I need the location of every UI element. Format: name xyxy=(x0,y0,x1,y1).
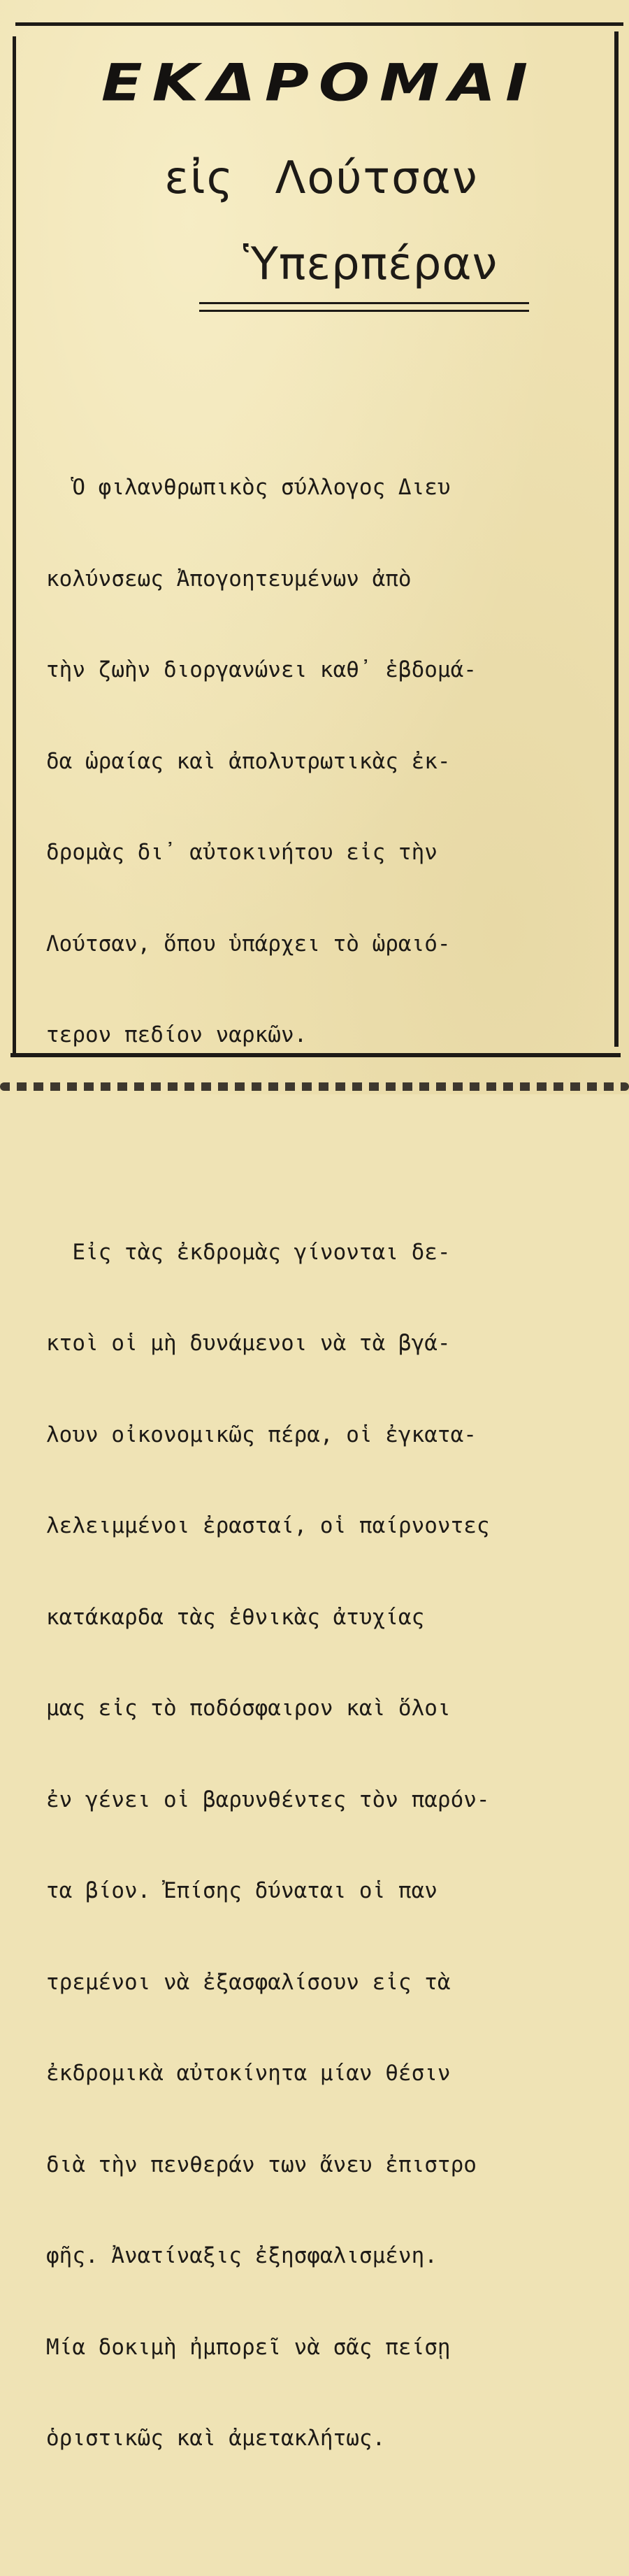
paragraph-line: φῆς. Ἀνατίναξις ἐξησφαλισμένη. xyxy=(46,2243,438,2268)
paragraph-line: Ὁ φιλανθρωπικὸς σύλλογος Διευ xyxy=(46,475,451,500)
paragraph-line: κτοὶ οἱ μὴ δυνάμενοι νὰ τὰ βγά- xyxy=(46,1331,451,1356)
paragraph-line: ἐκδρομικὰ αὐτοκίνητα μίαν θέσιν xyxy=(46,2061,451,2086)
top-rule xyxy=(15,22,623,26)
paragraph-line: Εἰς τὰς ἐκδρομὰς γίνονται δε- xyxy=(46,1239,451,1265)
paragraph-line: τα βίον. Ἐπίσης δύναται οἱ παν xyxy=(46,1878,438,1903)
paragraph-line: ἐν γένει οἱ βαρυνθέντες τὸν παρόν- xyxy=(46,1787,490,1812)
right-border xyxy=(614,31,619,1047)
headline: ΕΚΔΡΟΜΑΙ xyxy=(101,53,538,113)
paragraph-line: λουν οἰκονομικῶς πέρα, οἱ ἐγκατα- xyxy=(46,1422,477,1447)
paragraph-line: δα ὡραίας καὶ ἀπολυτρωτικὰς ἐκ- xyxy=(46,748,451,774)
subtitle-line-2: Ὑπερπέραν xyxy=(243,238,498,290)
paragraph-line: Μία δοκιμὴ ἠμπορεῖ νὰ σᾶς πείσῃ xyxy=(46,2334,451,2360)
left-border xyxy=(13,36,16,1057)
paragraph-line: κατάκαρδα τὰς ἐθνικὰς ἀτυχίας xyxy=(46,1604,425,1630)
paragraph-line: δρομὰς δι᾽ αὐτοκινήτου εἰς τὴν xyxy=(46,840,438,865)
paragraph-line: τρεμένοι νὰ ἐξασφαλίσουν εἰς τὰ xyxy=(46,1969,451,1995)
paragraph-line: τὴν ζωὴν διοργανώνει καθ᾽ ἑβδομά- xyxy=(46,657,477,682)
double-rule-divider xyxy=(199,302,529,312)
article-body xyxy=(46,351,587,2576)
paragraph-line: Λούτσαν, ὅπου ὑπάρχει τὸ ὡραιό- xyxy=(46,931,451,957)
paragraph-2 xyxy=(46,1177,587,2515)
paragraph-1 xyxy=(46,412,587,1112)
paragraph-line: κολύνσεως Ἀπογοητευμένων ἀπὸ xyxy=(46,566,412,592)
paragraph-line: ὁριστικῶς καὶ ἀμετακλήτως. xyxy=(46,2426,386,2451)
paragraph-line: διὰ τὴν πενθεράν των ἄνευ ἐπιστρο xyxy=(46,2152,477,2177)
subtitle-line-1: εἰς Λούτσαν xyxy=(164,152,479,204)
paragraph-line: τερον πεδίον ναρκῶν. xyxy=(46,1022,308,1047)
paragraph-line: λελειμμένοι ἐρασταί, οἱ παίρνοντες xyxy=(46,1513,490,1538)
paragraph-line: μας εἰς τὸ ποδόσφαιρον καὶ ὅλοι xyxy=(46,1696,451,1721)
